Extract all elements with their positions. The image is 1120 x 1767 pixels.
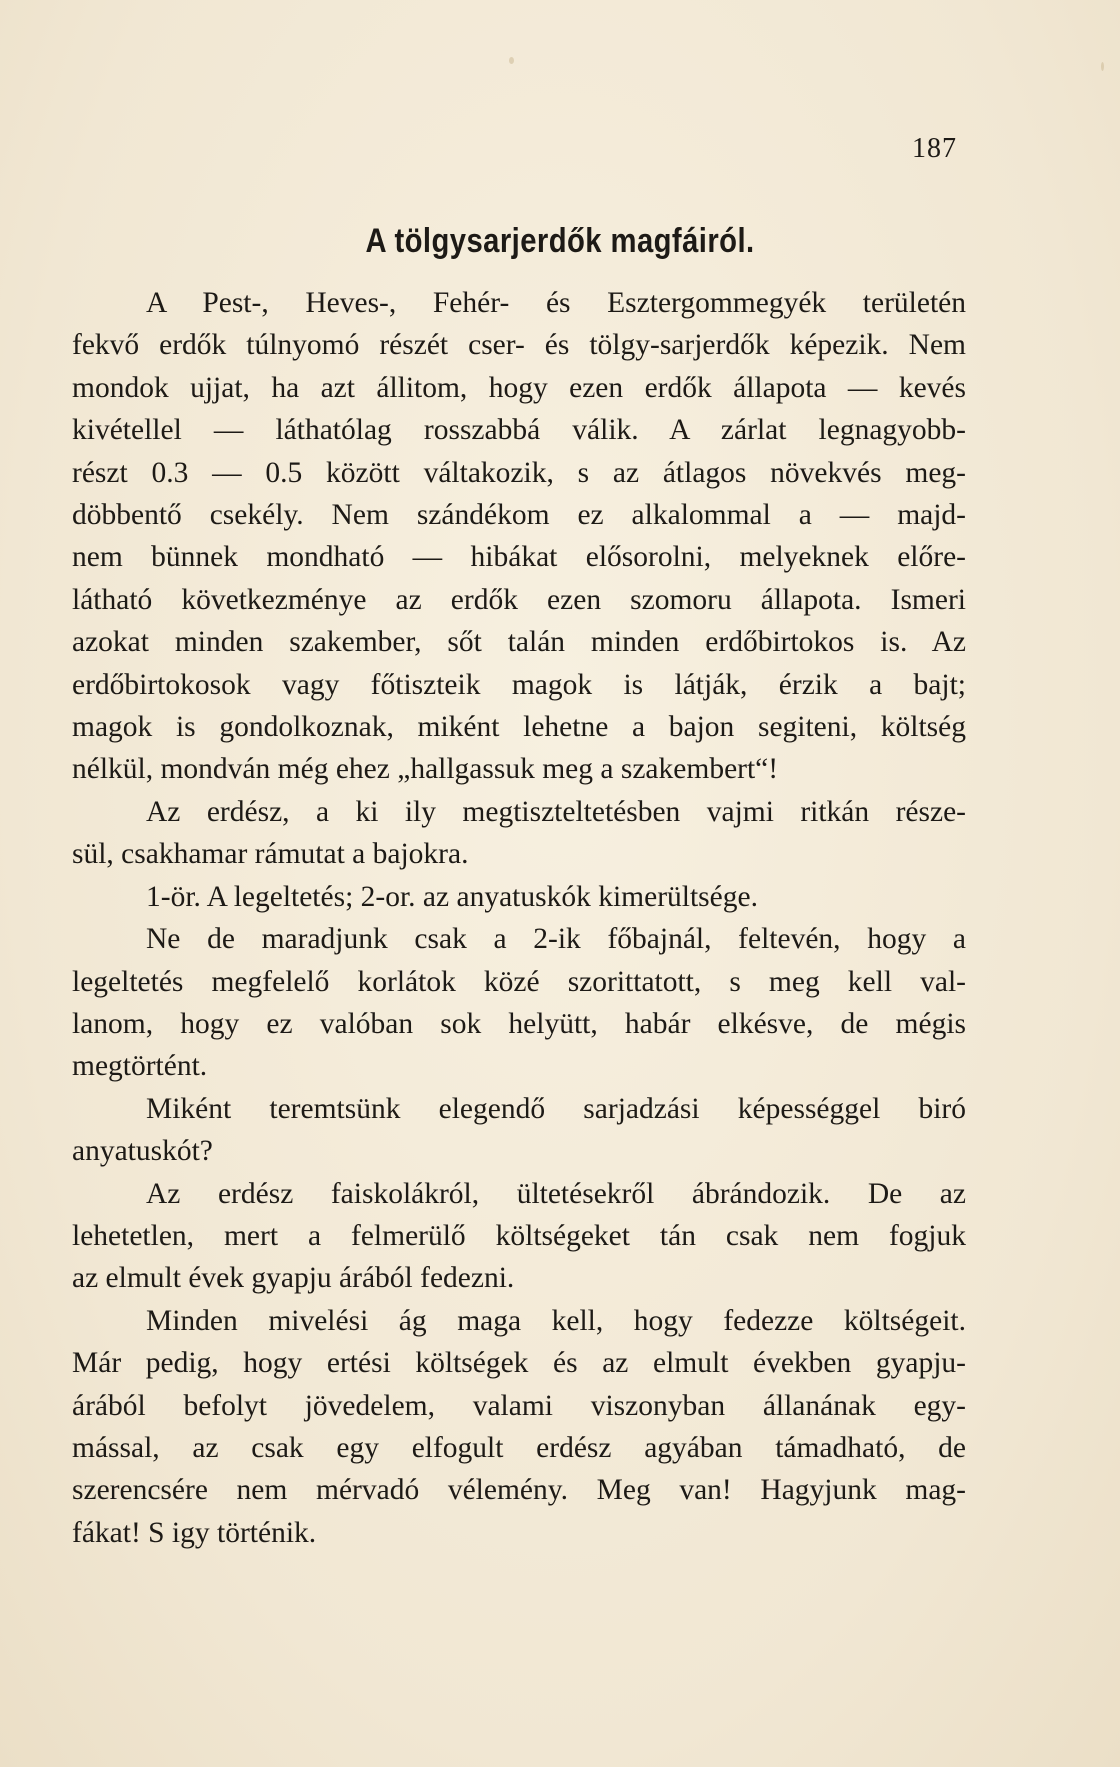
paper-stain xyxy=(1101,62,1104,71)
text-line: magok is gondolkoznak, miként lehetne a bajon segiteni, költség xyxy=(72,711,966,744)
text-line: megtörtént. xyxy=(72,1050,208,1083)
text-line: erdőbirtokosok vagy főtiszteik magok is látják, érzik a bajt; xyxy=(72,668,966,701)
text-line: anyatuskót? xyxy=(72,1135,213,1168)
text-line: Már pedig, hogy ertési költségek és az elmult években gyapju- xyxy=(72,1347,966,1380)
text-line: legeltetés megfelelő korlátok közé szorittatott, s meg kell val- xyxy=(72,965,966,998)
text-line: nélkül, mondván még ehez „hallgassuk meg a szakembert“! xyxy=(72,753,779,786)
text-line: szerencsére nem mérvadó vélemény. Meg van! Hagyjunk mag- xyxy=(72,1474,966,1507)
text-line: az elmult évek gyapju árából fedezni. xyxy=(72,1262,515,1295)
text-line: látható következménye az erdők ezen szomoru állapota. Ismeri xyxy=(72,583,966,616)
paragraph xyxy=(72,918,966,1088)
text-line: döbbentő csekély. Nem szándékom ez alkalommal a — majd- xyxy=(72,499,966,532)
paragraph xyxy=(72,1300,966,1554)
article-body xyxy=(72,282,966,1554)
paragraph xyxy=(72,1088,966,1173)
text-line: lehetetlen, mert a felmerülő költségeket tán csak nem fogjuk xyxy=(72,1219,966,1252)
text-line: kivétellel — láthatólag rosszabbá válik. A zárlat legnagyobb- xyxy=(72,414,966,447)
paragraph xyxy=(72,791,966,876)
article-title: A tölgysarjerdők magfáiról. xyxy=(365,222,755,260)
text-line: Az erdész, a ki ily megtiszteltetésben vajmi ritkán része- xyxy=(146,795,966,828)
text-line: Ne de maradjunk csak a 2-ik főbajnál, feltevén, hogy a xyxy=(146,923,966,956)
page-number: 187 xyxy=(912,133,957,164)
text-line: fákat! S igy történik. xyxy=(72,1516,317,1549)
text-line: mondok ujjat, ha azt állitom, hogy ezen erdők állapota — kevés xyxy=(72,371,966,404)
text-line: nem bünnek mondható — hibákat elősorolni, melyeknek előre- xyxy=(72,541,966,574)
text-line: fekvő erdők túlnyomó részét cser- és tölgy-sarjerdők képezik. Nem xyxy=(72,329,966,362)
text-line: sül, csakhamar rámutat a bajokra. xyxy=(72,838,469,871)
text-line: A Pest-, Heves-, Fehér- és Esztergommegyék területén xyxy=(146,287,966,319)
text-line: mással, az csak egy elfogult erdész agyában támadható, de xyxy=(72,1431,966,1464)
text-line: lanom, hogy ez valóban sok helyütt, habár elkésve, de mégis xyxy=(72,1007,966,1040)
paper-stain xyxy=(509,57,514,64)
text-line: 1-ör. A legeltetés; 2-or. az anyatuskók kimerültsége. xyxy=(146,880,758,913)
text-line: Miként teremtsünk elegendő sarjadzási képességgel biró xyxy=(146,1092,966,1125)
text-line: Az erdész faiskolákról, ültetésekről ábrándozik. De az xyxy=(146,1177,966,1210)
paragraph xyxy=(72,1173,966,1300)
text-line: Minden mivelési ág maga kell, hogy fedezze költségeit. xyxy=(146,1304,966,1337)
text-line: részt 0.3 — 0.5 között váltakozik, s az átlagos növekvés meg- xyxy=(72,456,966,489)
paragraph xyxy=(72,282,966,791)
text-line: azokat minden szakember, sőt talán minden erdőbirtokos is. Az xyxy=(72,626,966,659)
paragraph xyxy=(72,876,966,918)
text-line: árából befolyt jövedelem, valami viszonyban állanának egy- xyxy=(72,1389,966,1422)
